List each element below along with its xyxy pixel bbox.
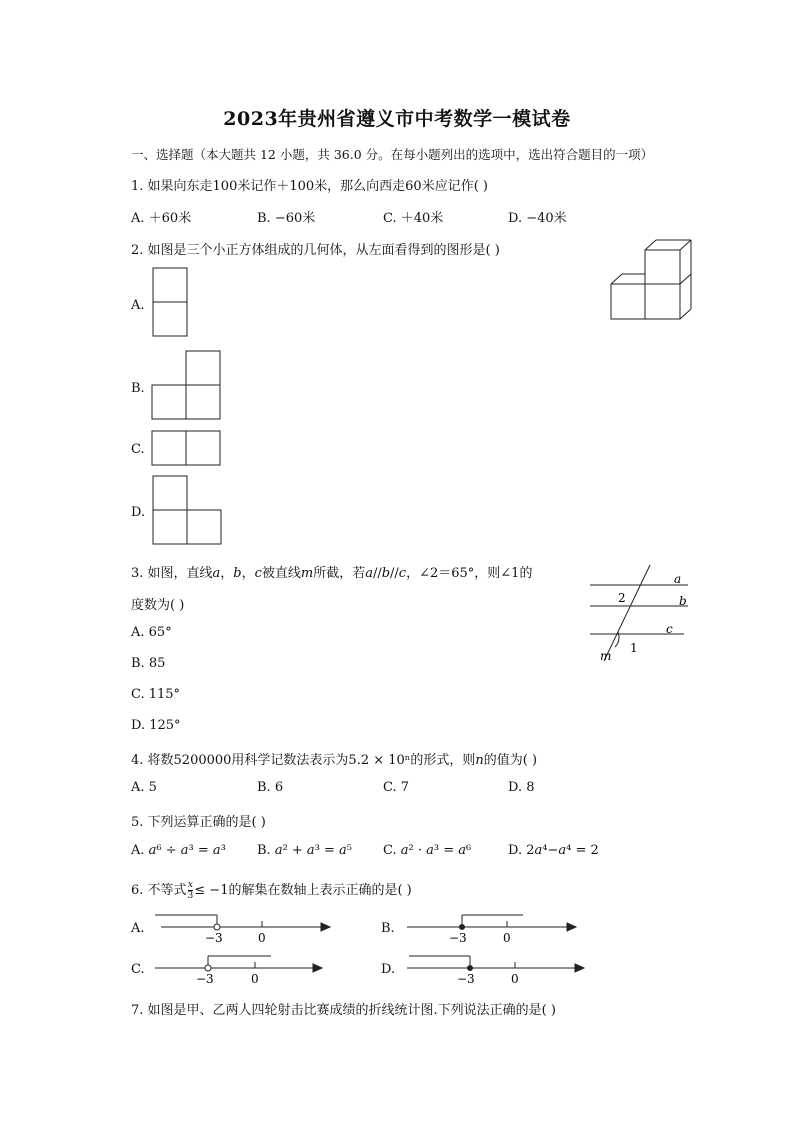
- q4-option-a: A. 5: [131, 780, 157, 795]
- q6-option-b-number-line: [405, 910, 585, 946]
- q2-label-a: A.: [131, 298, 145, 313]
- page-title: 2023年贵州省遵义市中考数学一模试卷: [223, 108, 571, 130]
- q6-option-d-number-line: [405, 951, 590, 987]
- q2-option-b-figure: [151, 350, 222, 421]
- question-6: [131, 879, 412, 901]
- q6-label-a: A.: [131, 921, 145, 936]
- q2-option-a-figure: [152, 267, 188, 337]
- question-2: 2. 如图是三个小正方体组成的几何体，从左面看得到的图形是( ): [131, 243, 500, 258]
- q6-label-d: D.: [381, 962, 396, 977]
- q6b-tick-right: 0: [503, 931, 511, 945]
- q6-option-c-number-line: [155, 951, 335, 987]
- label-b: b: [679, 594, 687, 608]
- q3-option-b: B. 85: [131, 656, 166, 671]
- q6a-tick-right: 0: [258, 931, 266, 945]
- section-heading: 一、选择题（本大题共 12 小题，共 36.0 分。在每小题列出的选项中，选出符合题目的一项）: [131, 147, 654, 162]
- q6d-tick-left: −3: [457, 972, 475, 986]
- question-7: 7. 如图是甲、乙两人四轮射击比赛成绩的折线统计图.下列说法正确的是( ): [131, 1003, 556, 1018]
- q6c-tick-right: 0: [251, 972, 259, 986]
- label-angle-2: 2: [618, 591, 626, 605]
- q5-option-c: C. 𝑎² · 𝑎³ = 𝑎⁶: [383, 843, 472, 858]
- q6-suffix: ≤ −1的解集在数轴上表示正确的是( ): [194, 883, 412, 898]
- q3-option-d: D. 125°: [131, 718, 181, 733]
- q4-option-d: D. 8: [508, 780, 535, 795]
- q6-fraction: [188, 880, 194, 901]
- question-1: 1. 如果向东走100米记作＋100米，那么向西走60米应记作( ): [131, 179, 488, 194]
- q4-option-c: C. 7: [383, 780, 410, 795]
- q2-solid-figure: [610, 238, 692, 322]
- q6b-tick-left: −3: [449, 931, 467, 945]
- q5-option-d: D. 2𝑎⁴−𝑎⁴ = 2: [508, 843, 599, 858]
- q2-label-b: B.: [131, 381, 145, 396]
- q6-label-b: B.: [381, 921, 395, 936]
- label-a: a: [674, 572, 682, 586]
- q6-fraction-numerator: 𝑥: [187, 880, 193, 890]
- label-angle-1: 1: [630, 641, 638, 655]
- q3-option-a: A. 65°: [131, 625, 172, 640]
- q2-label-d: D.: [131, 505, 146, 520]
- q2-option-d-figure: [152, 475, 223, 546]
- q6-fraction-denominator: 3: [187, 891, 194, 901]
- q6c-tick-left: −3: [196, 972, 214, 986]
- q1-option-d: D. −40米: [508, 211, 567, 226]
- q5-option-a: A. 𝑎⁶ ÷ 𝑎³ = 𝑎³: [131, 843, 226, 858]
- line-m: [604, 565, 650, 661]
- q5-option-b: B. 𝑎² + 𝑎³ = 𝑎⁵: [257, 843, 353, 858]
- q3-parallel-lines-figure: [588, 565, 692, 665]
- q2-option-c-figure: [151, 430, 222, 467]
- q4-option-b: B. 6: [257, 780, 284, 795]
- q6-label-c: C.: [131, 962, 145, 977]
- q2-label-c: C.: [131, 442, 145, 457]
- q1-option-c: C. ＋40米: [383, 211, 444, 226]
- label-c: c: [666, 622, 673, 636]
- q1-option-a: A. ＋60米: [131, 211, 192, 226]
- question-4: 4. 将数5200000用科学记数法表示为5.2 × 10ⁿ的形式，则𝑛的值为( ): [131, 753, 538, 768]
- question-5: 5. 下列运算正确的是( ): [131, 815, 266, 830]
- q6-option-a-number-line: [155, 910, 335, 946]
- question-3-line-1: 3. 如图，直线𝑎，𝑏，𝑐被直线𝑚所截，若𝑎//𝑏//𝑐，∠2＝65°，则∠1的: [131, 566, 533, 581]
- q3-option-c: C. 115°: [131, 687, 181, 702]
- label-m: m: [600, 649, 612, 663]
- q6a-tick-left: −3: [205, 931, 223, 945]
- q1-option-b: B. −60米: [257, 211, 316, 226]
- q6d-tick-right: 0: [511, 972, 519, 986]
- question-3-line-2: 度数为( ): [131, 598, 185, 613]
- q6-prefix: 6. 不等式: [131, 883, 187, 898]
